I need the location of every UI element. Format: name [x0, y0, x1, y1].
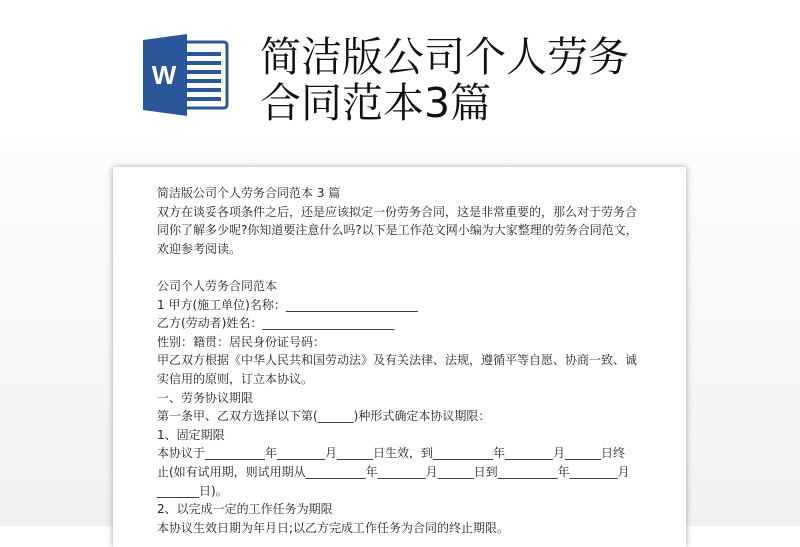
title-line-2: 合同范本3篇 — [260, 79, 492, 127]
document-line: 1 甲方(施工单位)名称：______________________ — [157, 297, 418, 312]
document-body — [157, 184, 647, 537]
page-title — [260, 34, 629, 126]
document-line: 1、固定期限 — [157, 427, 225, 442]
document-line: 性别：籍贯：居民身份证号码： — [157, 334, 326, 349]
document-line: 甲乙双方根据《中华人民共和国劳动法》及有关法律、法规，遵循平等自愿、协商一致、诚 — [157, 353, 638, 368]
title-line-1: 简洁版公司个人劳务 — [260, 33, 629, 81]
document-line: 双方在谈妥各项条件之后，还是应该拟定一份劳务合同，这是非常重要的，那么对于劳务合 — [157, 204, 638, 219]
document-line: 实信用的原则，订立本协议。 — [157, 371, 314, 386]
document-line: 简洁版公司个人劳务合同范本 3 篇 — [157, 186, 341, 200]
document-line: 2、以完成一定的工作任务为期限 — [157, 502, 333, 517]
document-line: 乙方(劳动者)姓名：______________________ — [157, 316, 395, 331]
svg-text:W: W — [151, 60, 177, 90]
document-page — [113, 167, 686, 547]
document-line — [157, 258, 647, 277]
document-line: 欢迎参考阅读。 — [157, 241, 242, 256]
document-line: 止(如有试用期，则试用期从__________年________月______日到__________年________月 — [157, 464, 630, 479]
document-line: 本协议于__________年________月______日生效，到__________年________月______日终 — [157, 446, 626, 461]
document-line: 一、劳务协议期限 — [157, 390, 254, 405]
word-document-icon — [143, 34, 229, 116]
document-line: _______日)。 — [157, 483, 228, 498]
document-line: 本协议生效日期为年月日;以乙方完成工作任务为合同的终止期限。 — [157, 520, 510, 535]
document-line: 公司个人劳务合同范本 — [157, 278, 278, 293]
document-line: 同你了解多少呢?你知道要注意什么吗?以下是工作范文网小编为大家整理的劳务合同范文， — [157, 223, 638, 238]
document-line: 第一条甲、乙双方选择以下第(______)种形式确定本协议期限： — [157, 409, 491, 424]
